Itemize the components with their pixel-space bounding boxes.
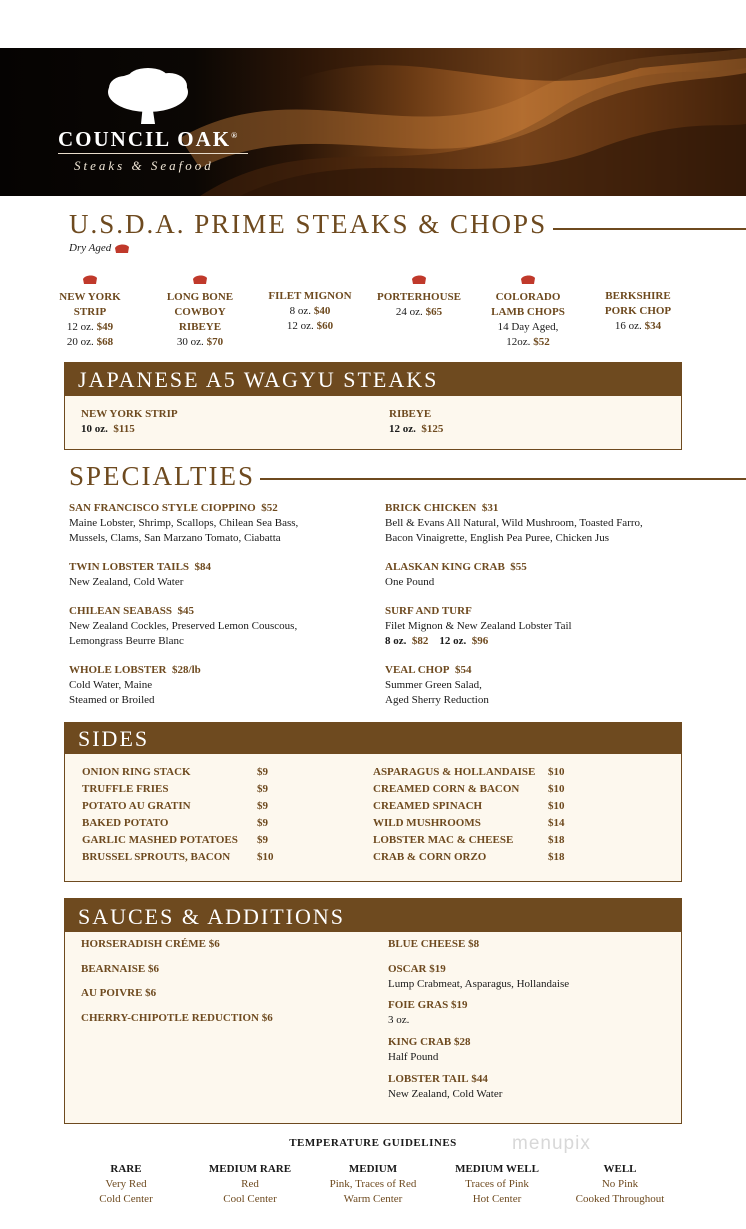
- prime-title-rule: [553, 228, 746, 230]
- steak-name: NEW YORK: [59, 291, 121, 303]
- temp-medium: MEDIUM Pink, Traces of Red Warm Center: [329, 1163, 417, 1205]
- wagyu-item-ribeye: RIBEYE 12 oz. $125: [389, 408, 444, 435]
- side-item: CRAB & CORN ORZO $18: [373, 851, 565, 863]
- specialty-king-crab: ALASKAN KING CRAB $55 One Pound: [385, 561, 527, 588]
- prime-steaks-title: U.S.D.A. PRIME STEAKS & CHOPS: [69, 209, 548, 239]
- temp-medium-rare: MEDIUM RARE Red Cool Center: [208, 1163, 292, 1205]
- steak-lamb-chops: [478, 274, 578, 350]
- addition-king-crab: KING CRAB $28 Half Pound: [388, 1036, 471, 1063]
- dry-aged-steak-icon: [114, 243, 130, 254]
- steak-name: COLORADO: [495, 291, 561, 303]
- steak-price-line: 8 oz. $40: [289, 305, 331, 317]
- temp-rare: RARE Very Red Cold Center: [99, 1163, 153, 1205]
- sauce-horseradish: HORSERADISH CRÉME $6: [81, 938, 220, 950]
- side-item: ASPARAGUS & HOLLANDAISE $10: [373, 766, 565, 778]
- temp-medium-well: MEDIUM WELL Traces of Pink Hot Center: [455, 1163, 539, 1205]
- specialty-veal-chop: VEAL CHOP $54 Summer Green Salad, Aged Sherry Reduction: [385, 664, 489, 706]
- dry-aged-legend: [69, 242, 130, 254]
- specialty-brick-chicken: BRICK CHICKEN $31 Bell & Evans All Natural, Wild Mushroom, Toasted Farro, Bacon Vinaigrette, English Pea Puree, Chicken Jus: [385, 502, 643, 544]
- steak-price-line: 20 oz. $68: [66, 336, 114, 348]
- side-item: LOBSTER MAC & CHEESE $18: [373, 834, 565, 846]
- steak-price-line: 30 oz. $70: [176, 336, 224, 348]
- oak-tree-icon: [105, 68, 191, 126]
- addition-blue-cheese: BLUE CHEESE $8: [388, 938, 480, 950]
- steak-name: PORTERHOUSE: [377, 291, 461, 303]
- steak-price-line: 24 oz. $65: [395, 306, 443, 318]
- specialty-cioppino: SAN FRANCISCO STYLE CIOPPINO $52 Maine Lobster, Shrimp, Scallops, Chilean Sea Bass, Mussels, Clams, San Marzano Tomato, Ciabatta: [69, 502, 299, 544]
- steak-name: FILET MIGNON: [268, 290, 352, 302]
- steak-name: STRIP: [73, 306, 107, 318]
- side-item: ONION RING STACK $9: [82, 766, 268, 778]
- side-item: POTATO AU GRATIN $9: [82, 800, 268, 812]
- sauce-cherry-chipotle: CHERRY-CHIPOTLE REDUCTION $6: [81, 1012, 273, 1024]
- specialties-title: SPECIALTIES: [69, 461, 256, 491]
- steak-pork-chop: [588, 289, 688, 334]
- steak-filet-mignon: [260, 289, 360, 334]
- wagyu-title: JAPANESE A5 WAGYU STEAKS: [64, 362, 682, 396]
- dry-aged-steak-icon: [82, 274, 98, 285]
- sauce-bearnaise: BEARNAISE $6: [81, 963, 159, 975]
- sides-right-list: [373, 764, 663, 866]
- steak-price-line: 12 oz. $60: [286, 320, 334, 332]
- dry-aged-label: Dry Aged: [69, 242, 112, 254]
- specialty-surf-and-turf: SURF AND TURF Filet Mignon & New Zealand Lobster Tail 8 oz. $82 12 oz. $96: [385, 605, 572, 647]
- addition-foie-gras: FOIE GRAS $19 3 oz.: [388, 999, 468, 1026]
- steak-new-york-strip: [40, 274, 140, 350]
- specialty-whole-lobster: WHOLE LOBSTER $28/lb Cold Water, Maine Steamed or Broiled: [69, 664, 201, 706]
- steak-name: LONG BONE: [166, 291, 234, 303]
- steak-name: RIBEYE: [178, 321, 222, 333]
- side-item: WILD MUSHROOMS $14: [373, 817, 565, 829]
- dry-aged-steak-icon: [520, 274, 536, 285]
- steak-porterhouse: [369, 274, 469, 320]
- temperature-title: TEMPERATURE GUIDELINES: [289, 1137, 457, 1149]
- steak-name: PORK CHOP: [604, 305, 672, 317]
- brand-divider: [58, 153, 248, 154]
- brand-tagline: Steaks & Seafood: [74, 158, 214, 173]
- sauces-title: SAUCES & ADDITIONS: [64, 898, 682, 932]
- addition-oscar: OSCAR $19 Lump Crabmeat, Asparagus, Hollandaise: [388, 963, 570, 990]
- sides-title: SIDES: [64, 722, 682, 754]
- watermark: menupix: [512, 1133, 591, 1154]
- steak-name: BERKSHIRE: [605, 290, 671, 302]
- side-item: CREAMED CORN & BACON $10: [373, 783, 565, 795]
- steak-name: COWBOY: [174, 306, 226, 318]
- dry-aged-steak-icon: [192, 274, 208, 285]
- steak-price-line: 12 oz. $49: [66, 321, 114, 333]
- sides-left-list: [82, 764, 362, 866]
- steak-price-line: 12oz. $52: [506, 336, 550, 348]
- addition-lobster-tail: LOBSTER TAIL $44 New Zealand, Cold Water: [388, 1073, 503, 1100]
- specialty-chilean-seabass: CHILEAN SEABASS $45 New Zealand Cockles, Preserved Lemon Couscous, Lemongrass Beurre Blanc: [69, 605, 298, 647]
- steak-name: LAMB CHOPS: [491, 306, 565, 318]
- steak-price-line: 16 oz. $34: [614, 320, 662, 332]
- side-item: BAKED POTATO $9: [82, 817, 268, 829]
- specialty-twin-lobster-tails: TWIN LOBSTER TAILS $84 New Zealand, Cold Water: [69, 561, 212, 588]
- side-item: BRUSSEL SPROUTS, BACON $10: [82, 851, 274, 863]
- specialties-title-rule: [260, 478, 746, 480]
- steak-cowboy-ribeye: [150, 274, 250, 350]
- temp-well: WELL No Pink Cooked Throughout: [575, 1163, 665, 1205]
- steak-price-line: 14 Day Aged,: [497, 321, 559, 333]
- side-item: CREAMED SPINACH $10: [373, 800, 565, 812]
- dry-aged-steak-icon: [411, 274, 427, 285]
- brand-name: COUNCIL OAK®: [58, 127, 240, 151]
- side-item: GARLIC MASHED POTATOES $9: [82, 834, 268, 846]
- wagyu-item-new-york-strip: NEW YORK STRIP 10 oz. $115: [81, 408, 178, 435]
- sauce-au-poivre: AU POIVRE $6: [81, 987, 157, 999]
- side-item: TRUFFLE FRIES $9: [82, 783, 268, 795]
